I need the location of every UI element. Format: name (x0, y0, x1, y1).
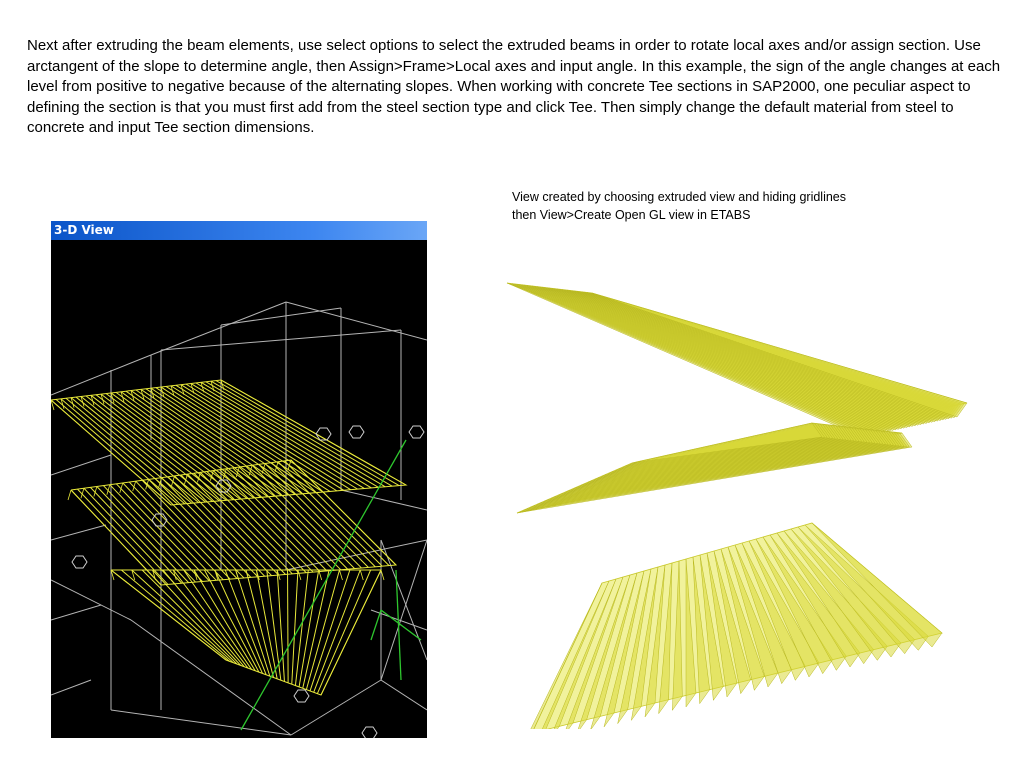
grid-line (51, 525, 106, 540)
etabs-3d-view-window[interactable] (51, 221, 427, 738)
beam-line (187, 474, 285, 574)
grid-line (381, 680, 427, 710)
joint-marker (409, 426, 424, 438)
caption-line-1: View created by choosing extruded view and hiding gridlines (512, 190, 847, 204)
beam-line (206, 382, 385, 487)
beam-line (66, 398, 192, 503)
beam-line (215, 570, 263, 673)
beam-line (181, 475, 279, 575)
grid-line (51, 680, 91, 695)
joint-marker (72, 556, 87, 568)
beam-line (259, 464, 362, 568)
beam-line (216, 381, 399, 486)
figure-caption (512, 189, 932, 224)
beam-web-line (339, 570, 342, 580)
beam-line (90, 487, 181, 583)
beam-line (272, 463, 376, 567)
beam-line (239, 467, 340, 570)
joint-marker (349, 426, 364, 438)
structural-grid (51, 302, 427, 735)
beam-line (314, 570, 361, 692)
grid-line (51, 605, 101, 620)
joint-marker (294, 690, 309, 702)
grid-line (51, 455, 111, 475)
beam-line (246, 466, 348, 569)
ramp-edge (71, 460, 396, 585)
grid-line (221, 308, 341, 325)
beam-line (265, 464, 368, 568)
global-axis-lines (241, 440, 421, 730)
beam-web-line (360, 570, 363, 580)
beam-line (194, 473, 292, 574)
beam-line (194, 570, 255, 671)
wireframe-model (51, 240, 427, 738)
joint-marker (362, 727, 377, 738)
beam-line (110, 485, 203, 582)
beam-line (175, 476, 272, 576)
grid-line (51, 580, 131, 620)
opengl-extruded-tee-beams (472, 263, 985, 729)
ramp-levels (507, 283, 967, 729)
beam-line (184, 570, 252, 669)
grid-line (151, 302, 286, 355)
beam-line (153, 570, 241, 665)
grid-line (111, 710, 291, 735)
grid-line (381, 540, 427, 660)
beam-web-line (298, 570, 301, 580)
window-title-bar[interactable] (51, 221, 427, 240)
beam-line (288, 570, 289, 683)
grid-line (131, 620, 291, 735)
grid-line (341, 490, 427, 510)
beam-line (173, 570, 248, 668)
beam-line (226, 469, 327, 571)
caption-line-2: then View>Create Open GL view in ETABS (512, 207, 751, 222)
beam-line (306, 570, 339, 690)
opengl-render-view (472, 263, 985, 729)
ramp-edge (111, 570, 381, 695)
beam-line (252, 465, 354, 568)
window-title: 3-D View (54, 223, 114, 237)
axis-line (381, 610, 421, 640)
axis-line (371, 610, 381, 640)
beam-web-line (68, 490, 71, 500)
grid-line (161, 330, 401, 350)
joint-markers (72, 426, 424, 738)
joint-marker (152, 514, 167, 526)
beam-line (103, 486, 195, 582)
grid-line (286, 302, 427, 340)
grid-line (51, 355, 151, 395)
intro-paragraph: Next after extruding the beam elements, use select options to select the extruded beams in order to rotate local axes and/or assign section. Use arctangent of the slope to determine angle, then Assign>Frame>Local axes and input angle. In this example, the sign of the angle changes at each level from positive to negative because of the alternating slopes. When working with concrete Tee sections in SAP2000, one peculiar aspect to defining the section is that you must first add from the steel section type and click Tee. Then simply change the default material from steel to concrete and input Tee section dimensions. (27, 37, 1001, 136)
beam-line (132, 570, 234, 663)
beam-line (233, 468, 334, 570)
grid-line (381, 540, 427, 680)
